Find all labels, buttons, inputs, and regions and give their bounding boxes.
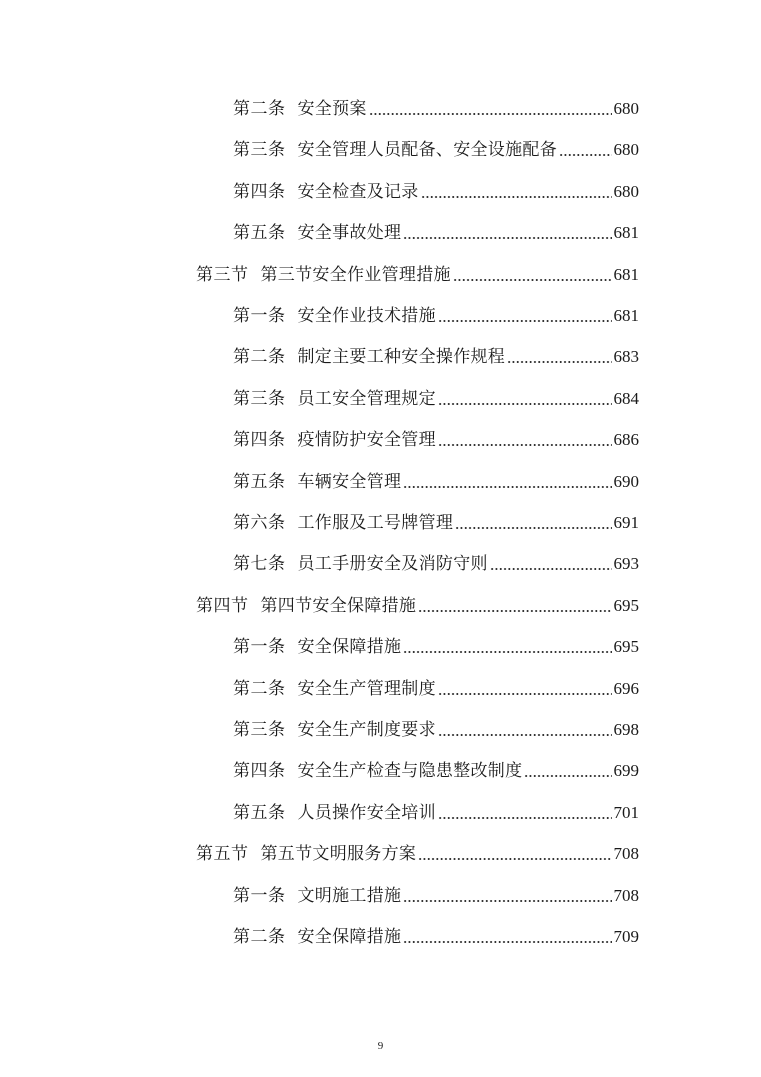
- toc-entry-page: 683: [613, 347, 639, 367]
- dot-leader: [438, 403, 612, 405]
- toc-article-entry[interactable]: [233, 793, 639, 823]
- toc-entry-number: 第五条: [233, 802, 286, 823]
- toc-entry-number: 第二条: [233, 927, 286, 947]
- toc-entry-title: 员工安全管理规定: [297, 388, 436, 409]
- toc-entry-number: 第四条: [233, 430, 286, 451]
- toc-entry-title: 安全预案: [297, 99, 367, 119]
- toc-entry-page: 680: [613, 181, 639, 201]
- toc-entry-title: 员工手册安全及消防守则: [297, 554, 488, 575]
- toc-entry-page: 684: [613, 388, 639, 408]
- toc-entry-page: 680: [613, 140, 639, 160]
- toc-entry-title: 车辆安全管理: [297, 471, 402, 492]
- toc-article-entry[interactable]: [233, 379, 639, 409]
- dot-leader: [507, 361, 611, 363]
- toc-entry-page: 701: [613, 802, 639, 822]
- toc-section-entry[interactable]: [196, 255, 639, 285]
- toc-entry-title: 文明施工措施: [297, 885, 402, 906]
- toc-entry-number: 第二条: [233, 99, 286, 119]
- dot-leader: [369, 113, 612, 115]
- toc-entry-page: 695: [613, 637, 639, 657]
- toc-entry-title: 第三节安全作业管理措施: [260, 264, 451, 285]
- toc-entry-number: 第五条: [233, 471, 286, 492]
- toc-article-entry[interactable]: [233, 213, 639, 243]
- toc-article-entry[interactable]: [233, 751, 639, 781]
- toc-entry-number: 第三条: [233, 140, 286, 161]
- toc-article-entry[interactable]: [233, 710, 639, 740]
- toc-entry-number: 第一条: [233, 637, 286, 658]
- toc-entry-number: 第三条: [233, 388, 286, 409]
- page-number: 9: [377, 1040, 384, 1052]
- toc-entry-page: 708: [613, 885, 639, 905]
- toc-entry-title: 安全事故处理: [297, 223, 402, 244]
- toc-entry-number: 第三条: [233, 720, 286, 740]
- toc-entry-page: 681: [613, 264, 639, 284]
- dot-leader: [453, 279, 612, 281]
- toc-entry-title: 第五节文明服务方案: [260, 844, 417, 865]
- toc-entry-number: 第二条: [233, 678, 286, 699]
- toc-article-entry[interactable]: [233, 420, 639, 450]
- toc-entry-title: 安全保障措施: [297, 637, 402, 658]
- toc-section-entry[interactable]: [196, 586, 639, 616]
- toc-entry-number: 第四节: [196, 595, 249, 616]
- toc-section-entry[interactable]: [196, 834, 639, 864]
- toc-entry-number: 第四条: [233, 761, 286, 782]
- toc-article-entry[interactable]: [233, 337, 639, 367]
- toc-article-entry[interactable]: [233, 462, 639, 492]
- toc-entry-title: 安全生产管理制度: [297, 678, 436, 699]
- toc-entry-title: 工作服及工号牌管理: [297, 513, 454, 533]
- dot-leader: [403, 651, 611, 653]
- toc-entry-page: 693: [613, 554, 639, 574]
- toc-entry-title: 安全作业技术措施: [297, 306, 436, 326]
- toc-entry-title: 制定主要工种安全操作规程: [297, 347, 506, 368]
- toc-entry-number: 第三节: [196, 264, 249, 285]
- toc-entry-title: 安全管理人员配备、安全设施配备: [297, 140, 557, 161]
- dot-leader: [403, 237, 611, 239]
- toc-article-entry[interactable]: [233, 172, 639, 202]
- dot-leader: [455, 527, 611, 529]
- toc-entry-title: 第四节安全保障措施: [260, 595, 417, 616]
- toc-entry-title: 安全生产制度要求: [297, 720, 436, 740]
- toc-entry-page: 698: [613, 720, 639, 739]
- toc-article-entry[interactable]: [233, 130, 639, 160]
- dot-leader: [438, 734, 612, 736]
- toc-entry-title: 安全保障措施: [297, 927, 402, 947]
- toc-entry-page: 690: [613, 471, 639, 491]
- toc-entry-page: 686: [613, 430, 639, 450]
- toc-entry-number: 第一条: [233, 885, 286, 906]
- toc-entry-page: 695: [613, 595, 639, 615]
- toc-entry-page: 696: [613, 678, 639, 698]
- dot-leader: [403, 941, 611, 943]
- toc-entry-title: 安全生产检查与隐患整改制度: [297, 761, 523, 782]
- toc-entry-number: 第七条: [233, 554, 286, 575]
- toc-entry-number: 第五条: [233, 223, 286, 244]
- toc-entry-page: 680: [613, 99, 639, 118]
- toc-entry-number: 第二条: [233, 347, 286, 368]
- toc-article-entry[interactable]: [233, 917, 639, 947]
- toc-entry-page: 708: [613, 844, 639, 864]
- toc-entry-title: 安全检查及记录: [297, 181, 419, 202]
- toc-entry-number: 第五节: [196, 844, 249, 865]
- toc-entry-page: 681: [613, 223, 639, 243]
- toc-article-entry[interactable]: [233, 503, 639, 533]
- dot-leader: [403, 900, 611, 902]
- toc-article-entry[interactable]: [233, 876, 639, 906]
- dot-leader: [438, 693, 612, 695]
- dot-leader: [438, 320, 612, 322]
- dot-leader: [559, 154, 612, 156]
- dot-leader: [421, 196, 612, 198]
- toc-entry-page: 681: [613, 306, 639, 325]
- toc-entry-page: 691: [613, 513, 639, 532]
- dot-leader: [438, 444, 612, 446]
- toc-entry-number: 第六条: [233, 513, 286, 533]
- dot-leader: [418, 610, 611, 612]
- toc-entry-number: 第四条: [233, 181, 286, 202]
- toc-article-entry[interactable]: [233, 89, 639, 119]
- dot-leader: [403, 486, 611, 488]
- toc-entry-page: 709: [613, 927, 639, 946]
- toc-entry-title: 疫情防护安全管理: [297, 430, 436, 451]
- dot-leader: [524, 775, 611, 777]
- dot-leader: [418, 858, 611, 860]
- toc-article-entry[interactable]: [233, 627, 639, 657]
- toc-article-entry[interactable]: [233, 544, 639, 574]
- toc-article-entry[interactable]: [233, 296, 639, 326]
- toc-entry-number: 第一条: [233, 306, 286, 326]
- dot-leader: [490, 568, 612, 570]
- toc-entry-title: 人员操作安全培训: [297, 802, 436, 823]
- dot-leader: [438, 817, 612, 819]
- toc-entry-page: 699: [613, 761, 639, 781]
- toc-article-entry[interactable]: [233, 669, 639, 699]
